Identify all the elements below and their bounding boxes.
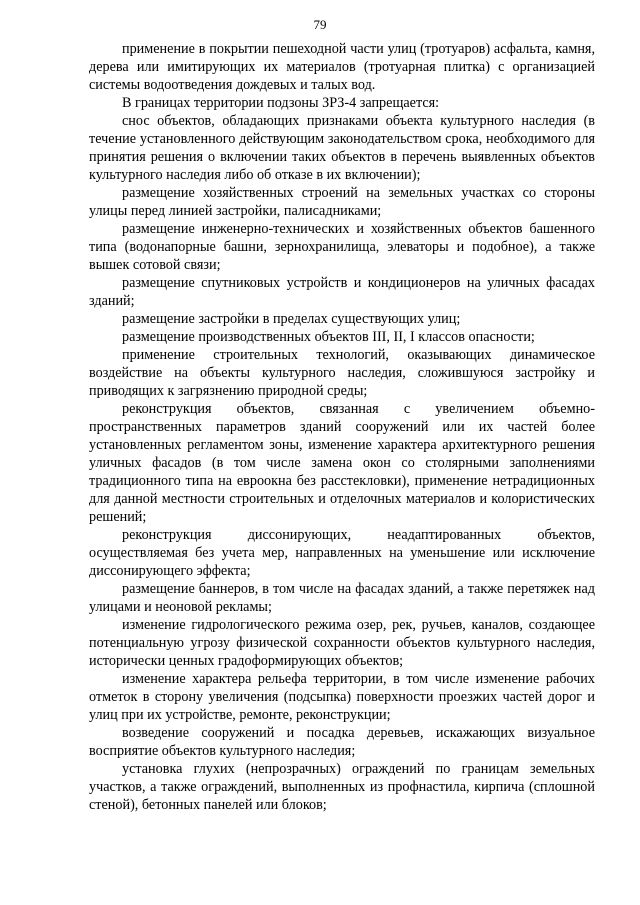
paragraph-construction-technologies: применение строительных технологий, оказывающих динамическое воздействие на объекты культурного наследия, сложившуюся застройку и приводящих к загрязнению природной среды; (89, 347, 595, 399)
document-body (89, 40, 595, 814)
paragraph-satellite-ac: размещение спутниковых устройств и кондиционеров на уличных фасадах зданий; (89, 275, 595, 309)
page-number: 79 (313, 17, 327, 32)
paragraph-visual-perception: возведение сооружений и посадка деревьев, искажающих визуальное восприятие объектов культурного наследия; (89, 725, 595, 759)
paragraph-demolition: снос объектов, обладающих признаками объекта культурного наследия (в течение установленного действующим законодательством срока, необходимого для принятия решения о включении таких объектов в перечень выявленных объектов культурного наследия либо об отказе в их включении); (89, 113, 595, 183)
paragraph-hydrological-regime: изменение гидрологического режима озер, рек, ручьев, каналов, создающее потенциальную угрозу физической сохранности объектов культурного наследия, исторически ценных градоформирующих объектов; (89, 617, 595, 669)
paragraph-fences: установка глухих (непрозрачных) ограждений по границам земельных участков, а также ограждений, выполненных из профнастила, кирпича (сплошной стеной), бетонных панелей или блоков; (89, 761, 595, 813)
paragraph-industrial-objects: размещение производственных объектов III, II, I классов опасности; (122, 329, 535, 345)
paragraph-dissonant-objects: реконструкция диссонирующих, неадаптированных объектов, осуществляемая без учета мер, направленных на уменьшение или исключение диссонирующего эффекта; (89, 527, 595, 579)
paragraph-paving-materials: применение в покрытии пешеходной части улиц (тротуаров) асфальта, камня, дерева или имитирующих их материалов (тротуарная плитка) с организацией системы водоотведения дождевых и талых вод. (89, 41, 595, 93)
paragraph-terrain-relief: изменение характера рельефа территории, в том числе изменение рабочих отметок в сторону увеличения (подсыпка) поверхности проезжих частей дорог и улиц при их устройстве, ремонте, реконструкции; (89, 671, 595, 723)
paragraph-zrz4-prohibitions-heading: В границах территории подзоны ЗРЗ-4 запрещается: (122, 95, 440, 111)
paragraph-outbuildings: размещение хозяйственных строений на земельных участках со стороны улицы перед линией застройки, палисадниками; (89, 185, 595, 219)
paragraph-reconstruction: реконструкция объектов, связанная с увеличением объемно-пространственных параметров зданий сооружений или их частей более установленных регламентом зоны, изменение характера архитектурного решения уличных фасадов (в том числе замена окон со столярными заполнениями традиционного типа на евроокна без расстекловки), применение нетрадиционных для данной местности строительных и отделочных материалов и колористических решений; (89, 401, 595, 525)
paragraph-street-construction: размещение застройки в пределах существующих улиц; (122, 311, 461, 327)
paragraph-tower-objects: размещение инженерно-технических и хозяйственных объектов башенного типа (водонапорные башни, зернохранилища, элеваторы и подобное), а также вышек сотовой связи; (89, 221, 595, 273)
paragraph-banners: размещение баннеров, в том числе на фасадах зданий, а также перетяжек над улицами и неоновой рекламы; (89, 581, 595, 615)
